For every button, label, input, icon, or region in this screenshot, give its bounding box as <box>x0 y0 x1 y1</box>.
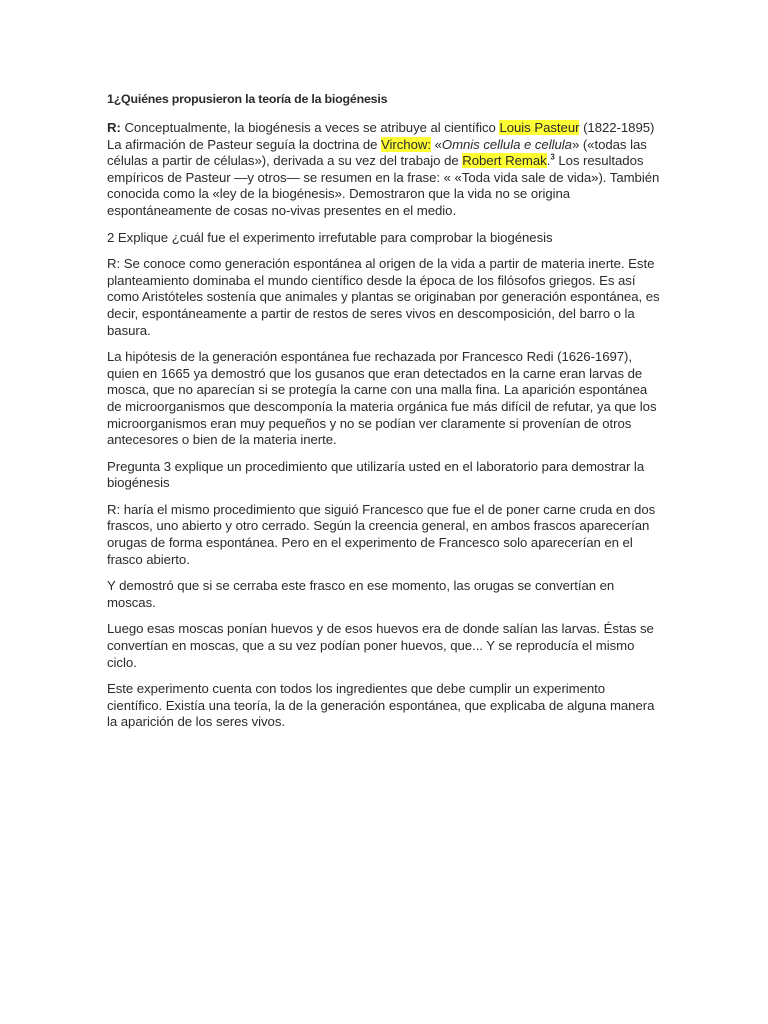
highlight-robert-remak: Robert Remak <box>462 153 547 169</box>
question-2: 2 Explique ¿cuál fue el experimento irrefutable para comprobar la biogénesis <box>107 229 553 245</box>
answer-prefix: R: <box>107 120 121 135</box>
answer-2-paragraph-2: La hipótesis de la generación espontánea fue rechazada por Francesco Redi (1626-1697), quien en 1665 ya demostró que los gusanos que eran detectados en la carne eran larvas de mosca, que no aparecían si se protegía la carne con una malla fina. La aparición espontánea de microorganismos que descomponía la materia orgánica fue más difícil de refutar, ya que los microorganismos eran muy pequeños y no se podían ver claramente si provenían de otros antecesores o bien de la materia inerte. <box>107 349 657 448</box>
answer-1-text-1: Conceptualmente, la biogénesis a veces se atribuye al científico <box>120 120 500 135</box>
answer-3-paragraph-1: R: haría el mismo procedimiento que siguió Francesco que fue el de poner carne cruda en dos frascos, uno abierto y otro cerrado. Según la creencia general, en ambos frascos aparecerían orugas de forma espontánea. Pero en el experimento de Francesco solo aparecerían en el frasco abierto. <box>107 501 656 567</box>
question-3: Pregunta 3 explique un procedimiento que utilizaría usted en el laboratorio para demostrar la biogénesis <box>107 458 645 491</box>
highlight-virchow: Virchow: <box>381 136 431 152</box>
answer-1-text-5: . <box>546 153 551 169</box>
answer-1-text-6: Los resultados empíricos de Pasteur —y otros— se resumen en la frase: « «Toda vida sale de vida»). También conocida como la «ley de la biogénesis». Demostraron que la vida no se origina espontáneamente de cosas no-vivas presentes en el medio. <box>107 153 660 218</box>
latin-phrase: Omnis cellula e cellula <box>441 136 572 152</box>
answer-2-paragraph-1: R: Se conoce como generación espontánea al origen de la vida a partir de materia inerte. Este planteamiento dominaba el mundo científico desde la época de los filósofos griegos. Es así como Aristóteles sostenía que animales y plantas se originaban por generación espontánea, es decir, espontáneamente a partir de restos de seres vivos en descomposición, del barro o la basura. <box>107 256 660 338</box>
answer-1-text-3: « <box>430 136 442 152</box>
document-page <box>107 92 663 741</box>
footnote-marker: 3 <box>550 152 555 162</box>
question-1-heading: 1¿Quiénes propusieron la teoría de la biogénesis <box>107 92 388 106</box>
answer-3-paragraph-4: Este experimento cuenta con todos los ingredientes que debe cumplir un experimento científico. Existía una teoría, la de la generación espontánea, que explicaba de alguna manera la aparición de los seres vivos. <box>107 681 655 730</box>
highlight-louis-pasteur: Louis Pasteur <box>499 120 580 135</box>
answer-3-paragraph-3: Luego esas moscas ponían huevos y de esos huevos era de donde salían las larvas. Éstas se convertían en moscas, que a su vez podían poner huevos, que... Y se reproducía el mismo ciclo. <box>107 621 654 670</box>
answer-1-text-4: » («todas las células a partir de células»), derivada a su vez del trabajo de <box>107 136 647 169</box>
answer-1-paragraph <box>107 120 663 220</box>
answer-3-paragraph-2: Y demostró que si se cerraba este frasco en ese momento, las orugas se convertían en moscas. <box>107 578 615 610</box>
answer-1-text-2: (1822-1895) La afirmación de Pasteur seguía la doctrina de <box>107 120 655 152</box>
